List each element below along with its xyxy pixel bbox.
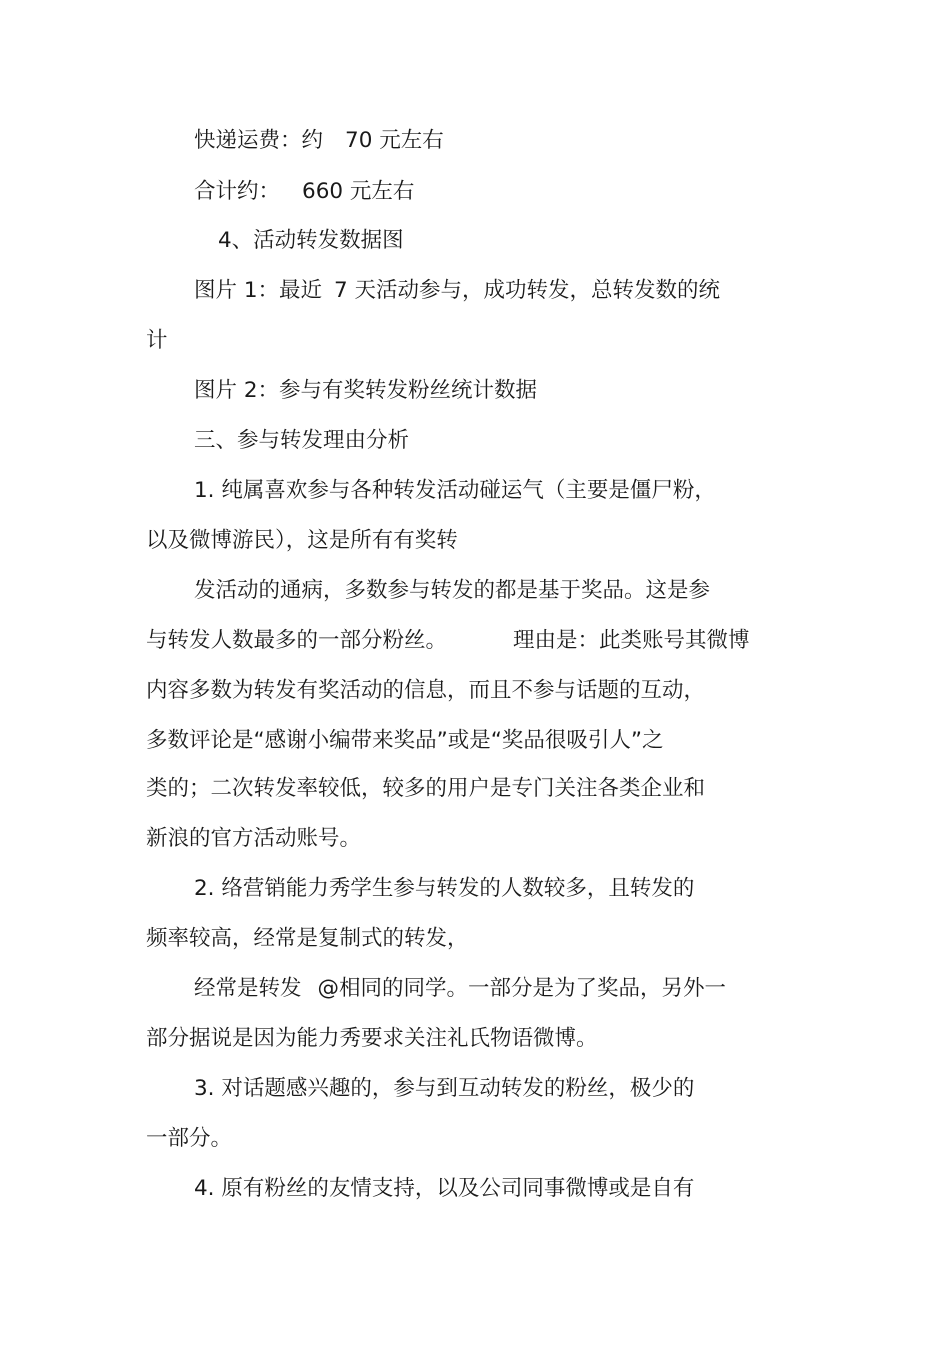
text-line: 与转发人数最多的一部分粉丝。 理由是：此类账号其微博 [146,628,750,653]
text-line: 一部分。 [146,1126,233,1151]
section-heading: 三、参与转发理由分析 [194,428,410,453]
text-line: 3. 对话题感兴趣的，参与到互动转发的粉丝，极少的 [194,1076,695,1101]
text-line: 新浪的官方活动账号。 [146,826,362,851]
text-line: 以及微博游民），这是所有有奖转 [146,528,458,553]
text-line: 经常是转发 @相同的同学。一部分是为了奖品，另外一 [194,976,727,1001]
text-line: 发活动的通病，多数参与转发的都是基于奖品。这是参 [194,578,711,603]
text-line: 内容多数为转发有奖活动的信息，而且不参与话题的互动， [146,678,706,703]
text-line: 频率较高，经常是复制式的转发， [146,926,469,951]
text-line: 类的；二次转发率较低，较多的用户是专门关注各类企业和 [146,776,706,801]
text-line: 合计约： 660 元左右 [194,179,415,204]
section-heading: 4、活动转发数据图 [218,228,404,253]
text-line: 快递运费：约 70 元左右 [194,128,444,153]
text-line: 部分据说是因为能力秀要求关注礼氏物语微博。 [146,1026,598,1051]
text-line: 计 [146,328,168,353]
text-line: 图片 1：最近 7 天活动参与，成功转发，总转发数的统 [194,278,721,303]
text-line: 多数评论是“感谢小编带来奖品”或是“奖品很吸引人”之 [146,728,664,753]
text-line: 2. 络营销能力秀学生参与转发的人数较多，且转发的 [194,876,695,901]
text-line: 1. 纯属喜欢参与各种转发活动碰运气（主要是僵尸粉， [194,478,716,503]
text-line: 4. 原有粉丝的友情支持，以及公司同事微博或是自有 [194,1176,695,1201]
text-line: 图片 2：参与有奖转发粉丝统计数据 [194,378,538,403]
